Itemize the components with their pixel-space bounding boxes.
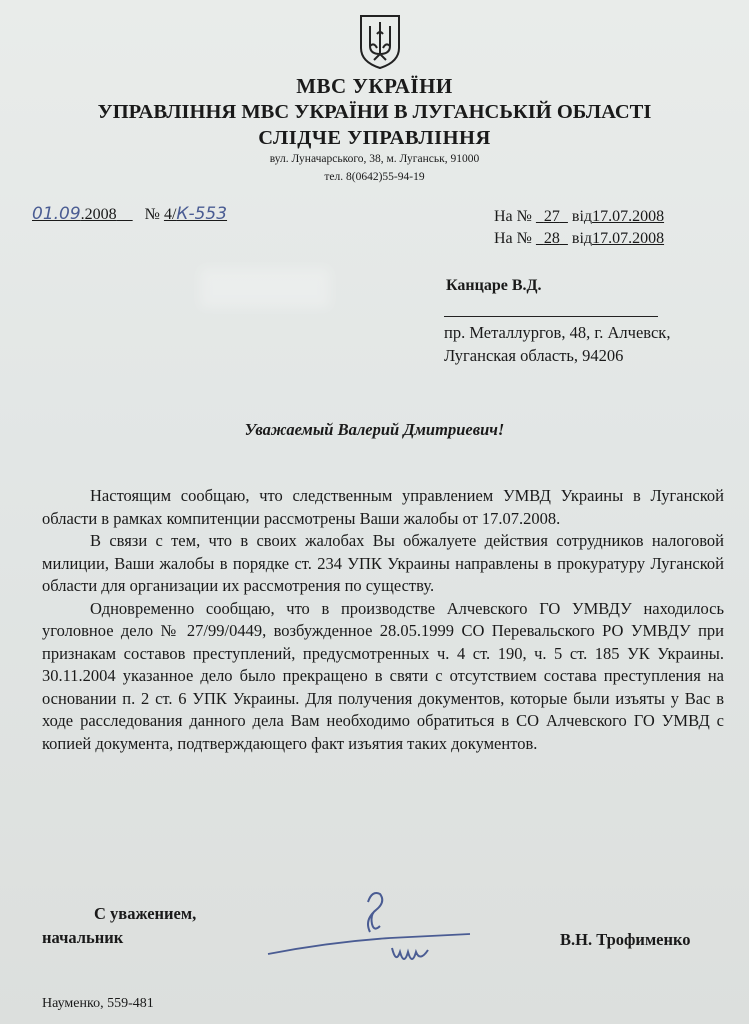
paper-smudge [200, 268, 330, 308]
incoming-reference-2: На № 28 від17.07.2008 [494, 230, 665, 247]
body-paragraph-3: Одновременно сообщаю, что в производстве Алчевского ГО УМВДУ находилось уголовное дело № 27/99/0449, возбужденное 28.05.1999 СО Перевальского РО УМВДУ при признакам составов преступлений, предусмотренных ч. 4 ст. 190, ч. 5 ст. 185 УК Украины. 30.11.2004 указанное дело было прекращено в святи с отсутствием состава преступления на основании п. 2 ст. 6 УПК Украины. Для получения документов, которые были изъяты у Вас в ходе расследования данного дела Вам необходимо обратиться в СО Алчевского ГО УМВД с копией документа, подтверждающего факт изъятия таких документов. [42, 598, 724, 753]
body-paragraph-1: Настоящим сообщаю, что следственным управлением УМВД Украины в Луганской области в рамках компитенции рассмотрены Ваши жалобы от 17.07.2008. [42, 486, 724, 528]
letterhead-phone: тел. 8(0642)55-94-19 [324, 171, 425, 183]
handwritten-signature [260, 880, 490, 980]
signatory-title: начальник [42, 928, 124, 947]
division-title: СЛІДЧЕ УПРАВЛІННЯ [258, 127, 491, 149]
incoming-reference-1: На № 27 від17.07.2008 [494, 208, 665, 225]
recipient-address-line1: пр. Металлургов, 48, г. Алчевск, [444, 323, 671, 342]
outgoing-year: .2008 [80, 206, 117, 223]
closing-phrase: С уважением, [94, 904, 197, 923]
recipient-address-line2: Луганская область, 94206 [444, 346, 624, 365]
recipient-divider [444, 316, 658, 317]
outgoing-reference [32, 204, 227, 224]
letterhead-address: вул. Луначарського, 38, м. Луганськ, 91000 [269, 153, 480, 165]
executor-contact: Науменко, 559-481 [42, 996, 154, 1011]
outgoing-number-label: № [144, 206, 160, 223]
body-paragraph-2: В связи с тем, что в своих жалобах Вы обжалуете действия сотрудников налоговой милиции, Ваши жалобы в порядке ст. 234 УПК Украины направлены в прокуратуру Луганской области для организации их рассмотрения по существу. [42, 531, 724, 595]
salutation: Уважаемый Валерий Дмитриевич! [244, 420, 505, 439]
trident-crest-icon [358, 14, 402, 70]
outgoing-number-prefix: 4/ [163, 206, 177, 223]
signatory-name: В.Н. Трофименко [560, 930, 691, 949]
outgoing-number-handwritten: К-553 [176, 204, 228, 224]
recipient-name: Канцаре В.Д. [446, 277, 542, 294]
outgoing-date-handwritten: 01.09 [32, 204, 81, 224]
ministry-title: МВС УКРАЇНИ [296, 74, 453, 98]
letter-body [42, 485, 724, 755]
department-title: УПРАВЛІННЯ МВС УКРАЇНИ В ЛУГАНСЬКІЙ ОБЛАСТІ [97, 101, 652, 123]
